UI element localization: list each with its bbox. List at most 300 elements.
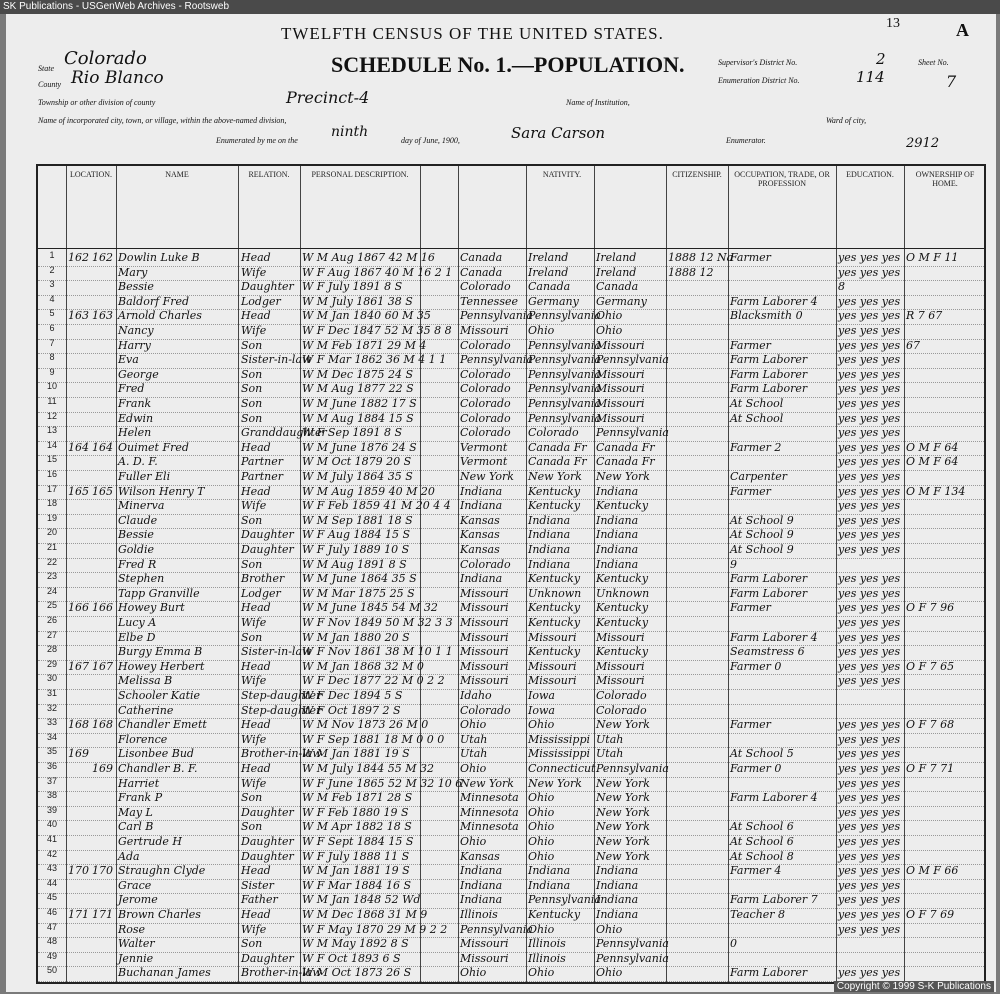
township-value: Precinct-4 — [286, 88, 370, 107]
cell-mpob: Germany — [596, 294, 647, 308]
cell-edu: yes yes yes — [838, 455, 901, 469]
cell-mpob: Indiana — [596, 513, 639, 527]
cell-n: 34 — [46, 731, 57, 742]
cell-fam: 163 — [92, 309, 113, 323]
cell-name: May L — [118, 805, 153, 819]
cell-mpob: Indiana — [596, 484, 639, 498]
cell-n: 28 — [46, 644, 57, 655]
sheet-label: Sheet No. — [918, 58, 949, 67]
cell-desc: W M Feb 1871 28 S — [302, 791, 413, 805]
cell-occ: 9 — [730, 557, 737, 571]
cell-fam: 168 — [92, 718, 113, 732]
cell-mpob: Indiana — [596, 878, 639, 892]
cell-name: Florence — [118, 732, 168, 746]
township-label: Township or other division of county — [38, 98, 156, 107]
cell-desc: W F Nov 1861 38 M 10 1 1 — [302, 645, 453, 659]
cell-desc: W F Oct 1893 6 S — [302, 951, 401, 965]
cell-pob: Kansas — [460, 849, 500, 863]
cell-fpob: Ohio — [528, 835, 555, 848]
cell-fpob: Illinois — [528, 951, 566, 965]
sheet-top-number: 13 — [886, 16, 900, 31]
cell-pob: Missouri — [460, 951, 509, 965]
cell-pob: Minnesota — [460, 805, 519, 819]
cell-n: 32 — [46, 702, 57, 713]
cell-rel: Son — [241, 820, 263, 834]
cell-rel: Partner — [241, 455, 283, 469]
cell-occ: Farm Laborer 4 — [730, 294, 818, 308]
header-citizenship: CITIZENSHIP. — [672, 170, 722, 179]
cell-edu: yes yes yes — [838, 513, 901, 527]
cell-desc: W M Aug 1859 40 M 20 — [302, 484, 435, 498]
cell-name: Straughn Clyde — [118, 864, 206, 878]
cell-desc: W F Feb 1880 19 S — [302, 805, 409, 819]
cell-desc: W F Dec 1877 22 M 0 2 2 — [302, 674, 445, 688]
cell-name: Bessie — [118, 528, 154, 542]
cell-edu: yes yes yes — [838, 864, 901, 878]
cell-name: Chandler Emett — [118, 718, 207, 732]
cell-occ: Farm Laborer — [730, 572, 808, 586]
cell-fpob: Ohio — [528, 922, 555, 936]
cell-edu: yes yes yes — [838, 397, 901, 410]
sheet-letter: A — [956, 20, 969, 40]
cell-desc: W F Aug 1884 15 S — [302, 528, 411, 542]
cell-pob: Ohio — [460, 762, 487, 775]
cell-name: Stephen — [118, 572, 165, 586]
cell-own: O F 7 68 — [906, 718, 955, 732]
cell-mpob: Unknown — [596, 586, 650, 600]
cell-rel: Step-daughter — [241, 689, 322, 702]
cell-fpob: Kentucky — [528, 645, 581, 659]
cell-n: 8 — [49, 352, 55, 363]
cell-mpob: Missouri — [596, 367, 645, 381]
cell-occ: Blacksmith 0 — [730, 309, 803, 323]
cell-name: Lucy A — [118, 616, 157, 629]
cell-name: George — [118, 367, 159, 381]
enumeration-label: Enumeration District No. — [718, 76, 800, 85]
cell-n: 42 — [46, 848, 57, 859]
cell-pob: Kansas — [460, 543, 500, 556]
cell-rel: Daughter — [241, 805, 294, 819]
cell-own: O M F 134 — [906, 484, 966, 498]
cell-fpob: Colorado — [528, 426, 579, 440]
cell-desc: W M June 1882 17 S — [302, 397, 417, 410]
cell-edu: yes yes yes — [838, 353, 901, 367]
cell-desc: W M Aug 1867 42 M 16 — [302, 251, 435, 264]
cell-rel: Daughter — [241, 849, 294, 863]
cell-n: 43 — [46, 863, 57, 874]
cell-edu: yes yes yes — [838, 265, 901, 279]
cell-edu: yes yes yes — [838, 543, 901, 556]
cell-rel: Wife — [241, 776, 267, 790]
census-sheet — [6, 14, 996, 992]
cell-fpob: Ohio — [528, 324, 555, 337]
cell-rel: Head — [241, 601, 271, 615]
cell-rel: Son — [241, 411, 263, 425]
cell-desc: W M May 1892 8 S — [302, 937, 409, 951]
cell-name: Howey Burt — [118, 601, 185, 615]
cell-name: Mary — [118, 265, 148, 279]
cell-mpob: New York — [596, 791, 650, 805]
cell-name: Gertrude H — [118, 835, 182, 848]
cell-rel: Head — [241, 659, 271, 673]
cell-fam: 169 — [92, 762, 113, 775]
cell-edu: yes yes yes — [838, 528, 901, 542]
cell-n: 24 — [46, 585, 57, 596]
cell-n: 46 — [46, 907, 57, 917]
cell-desc: W F Dec 1847 52 M 35 8 8 — [302, 324, 452, 337]
cell-fpob: Indiana — [528, 864, 571, 878]
cell-edu: yes yes yes — [838, 878, 901, 892]
cell-pob: Indiana — [460, 572, 503, 586]
cell-occ: At School 5 — [730, 747, 794, 761]
cell-pob: Illinois — [460, 908, 498, 921]
cell-pob: Colorado — [460, 382, 511, 396]
enumerated-month: day of June, 1900, — [401, 136, 460, 145]
cell-fpob: Pennsylvania — [528, 397, 601, 410]
cell-n: 16 — [46, 469, 57, 479]
cell-rel: Daughter — [241, 835, 294, 848]
table-row — [38, 965, 984, 982]
cell-fpob: Ohio — [528, 718, 555, 732]
cell-pob: Missouri — [460, 616, 509, 629]
cell-name: Schooler Katie — [118, 689, 201, 702]
cell-name: Frank P — [118, 791, 163, 805]
cell-edu: yes yes yes — [838, 835, 901, 848]
cell-pob: Pennsylvania — [460, 309, 533, 323]
cell-desc: W F Sep 1881 18 M 0 0 0 — [302, 732, 445, 746]
cell-occ: Farmer — [730, 718, 771, 732]
cell-fpob: Pennsylvania — [528, 367, 601, 381]
cell-edu: yes yes yes — [838, 426, 901, 440]
cell-fpob: Indiana — [528, 543, 571, 556]
cell-dw: 162 — [68, 251, 89, 264]
cell-desc: W F Mar 1862 36 M 4 1 1 — [302, 353, 447, 367]
cell-pob: New York — [460, 776, 514, 790]
cell-fpob: Ohio — [528, 849, 555, 863]
cell-edu: yes yes yes — [838, 659, 901, 673]
cell-mpob: Indiana — [596, 864, 639, 878]
cell-n: 22 — [46, 556, 57, 567]
cell-occ: Farmer — [730, 338, 771, 352]
cell-fpob: Kentucky — [528, 616, 581, 629]
cell-rel: Head — [241, 864, 271, 878]
state-label: State — [38, 64, 54, 73]
cell-pob: Vermont — [460, 455, 508, 469]
cell-rel: Daughter — [241, 528, 294, 542]
cell-mpob: Kentucky — [596, 601, 649, 615]
cell-rel: Lodger — [241, 586, 281, 600]
cell-desc: W F July 1888 11 S — [302, 849, 410, 863]
cell-fpob: Ireland — [528, 251, 569, 264]
cell-fpob: Pennsylvania — [528, 338, 601, 352]
cell-own: O F 7 96 — [906, 601, 955, 615]
cell-n: 50 — [46, 965, 57, 976]
cell-occ: Farm Laborer 4 — [730, 791, 818, 805]
cell-name: Walter — [118, 937, 155, 951]
cell-desc: W F Nov 1849 50 M 32 3 3 — [302, 616, 453, 629]
cell-pob: Ohio — [460, 718, 487, 732]
cell-n: 39 — [46, 804, 57, 815]
cell-pob: Indiana — [460, 484, 503, 498]
cell-pob: Ohio — [460, 966, 487, 980]
sheet-value: 7 — [946, 72, 957, 91]
cell-rel: Head — [241, 251, 271, 264]
enumerator-name: Sara Carson — [511, 124, 606, 142]
cell-desc: W M Jan 1868 32 M 0 — [302, 659, 424, 673]
cell-fpob: Pennsylvania — [528, 411, 601, 425]
cell-pob: Idaho — [460, 689, 492, 702]
cell-n: 15 — [46, 454, 57, 465]
cell-n: 41 — [46, 834, 57, 844]
archive-header: SK Publications - USGenWeb Archives - Rootsweb — [0, 0, 1000, 14]
cell-name: Brown Charles — [118, 908, 201, 921]
cell-rel: Brother — [241, 572, 285, 586]
cell-name: A. D. F. — [118, 455, 158, 469]
cell-edu: yes yes yes — [838, 367, 901, 381]
cell-fpob: Indiana — [528, 513, 571, 527]
cell-pob: Minnesota — [460, 791, 519, 805]
cell-dw: 166 — [68, 601, 89, 615]
cell-pob: Canada — [460, 265, 503, 279]
cell-rel: Head — [241, 908, 271, 921]
cell-mpob: Ohio — [596, 922, 623, 936]
cell-edu: yes yes yes — [838, 718, 901, 732]
cell-pob: Missouri — [460, 659, 509, 673]
cell-rel: Sister-in-law — [241, 645, 312, 659]
cell-name: Minerva — [118, 499, 165, 513]
ward-label: Ward of city, — [826, 116, 867, 125]
cell-pob: Kansas — [460, 513, 500, 527]
cell-mpob: Missouri — [596, 338, 645, 352]
cell-n: 4 — [49, 293, 55, 304]
cell-occ: At School 8 — [730, 849, 794, 863]
cell-rel: Wife — [241, 616, 267, 629]
cell-fpob: Pennsylvania — [528, 353, 601, 367]
cell-own: O M F 66 — [906, 864, 959, 878]
cell-n: 14 — [46, 439, 57, 450]
cell-name: Nancy — [118, 324, 154, 337]
cell-desc: W M Aug 1877 22 S — [302, 382, 414, 396]
cell-n: 10 — [46, 381, 57, 392]
cell-rel: Head — [241, 484, 271, 498]
cell-pob: Utah — [460, 732, 488, 746]
cell-mpob: New York — [596, 470, 650, 483]
cell-desc: W M June 1845 54 M 32 — [302, 601, 438, 615]
state-value: Colorado — [64, 48, 147, 69]
header-name: NAME — [165, 170, 189, 179]
cell-rel: Father — [241, 893, 278, 907]
cell-mpob: Colorado — [596, 689, 647, 702]
cell-edu: yes yes yes — [838, 338, 901, 352]
enumerator-label: Enumerator. — [726, 136, 766, 145]
cell-name: Buchanan James — [118, 966, 211, 980]
cell-edu: yes yes yes — [838, 966, 901, 980]
cell-mpob: Pennsylvania — [596, 353, 669, 367]
cell-edu: 8 — [838, 280, 845, 294]
cell-pob: Colorado — [460, 426, 511, 440]
cell-rel: Daughter — [241, 951, 294, 965]
cell-name: Tapp Granville — [118, 586, 200, 600]
cell-pob: Colorado — [460, 411, 511, 425]
cell-dw: 163 — [68, 309, 89, 323]
cell-n: 20 — [46, 527, 57, 538]
cell-edu: yes yes yes — [838, 747, 901, 761]
cell-fpob: Missouri — [528, 674, 577, 688]
cell-occ: Farm Laborer — [730, 367, 808, 381]
population-table — [36, 164, 986, 984]
header-location: LOCATION. — [70, 170, 112, 179]
cell-own: O M F 11 — [906, 251, 959, 264]
county-label: County — [38, 80, 62, 89]
cell-pob: Missouri — [460, 674, 509, 688]
cell-n: 21 — [46, 542, 57, 552]
cell-fam: 171 — [92, 908, 113, 921]
cell-fpob: Ohio — [528, 966, 555, 980]
supervisor-value: 2 — [876, 50, 886, 68]
cell-dw: 164 — [68, 440, 89, 454]
cell-desc: W M Jan 1848 52 Wd — [302, 893, 421, 907]
cell-desc: W F July 1891 8 S — [302, 280, 403, 294]
cell-n: 49 — [46, 950, 57, 961]
cell-mpob: Kentucky — [596, 645, 649, 659]
cell-name: Dowlin Luke B — [118, 251, 200, 264]
cell-fpob: Mississippi — [528, 747, 590, 761]
cell-occ: Farm Laborer 4 — [730, 630, 818, 644]
cell-occ: At School 9 — [730, 513, 794, 527]
cell-pob: Vermont — [460, 440, 508, 454]
cell-name: Goldie — [118, 543, 154, 556]
cell-own: O F 7 65 — [906, 659, 955, 673]
cell-edu: yes yes yes — [838, 324, 901, 337]
cell-dw: 170 — [68, 864, 89, 878]
cell-fpob: Kentucky — [528, 908, 581, 921]
cell-name: Fuller Eli — [118, 470, 171, 483]
cell-edu: yes yes yes — [838, 674, 901, 688]
cell-fpob: Ireland — [528, 265, 569, 279]
cell-n: 47 — [46, 921, 57, 932]
cell-name: Jerome — [118, 893, 158, 907]
cell-dw: 168 — [68, 718, 89, 732]
cell-pob: Colorado — [460, 397, 511, 410]
cell-n: 29 — [46, 658, 57, 669]
cell-mpob: New York — [596, 820, 650, 834]
cell-n: 35 — [46, 746, 57, 757]
cell-occ: Farmer 0 — [730, 762, 782, 775]
cell-mpob: Canada Fr — [596, 440, 655, 454]
cell-rel: Brother-in-law — [241, 747, 322, 761]
cell-desc: W F Feb 1859 41 M 20 4 4 — [302, 499, 451, 513]
cell-pob: Tennessee — [460, 294, 518, 308]
cell-fpob: Unknown — [528, 586, 582, 600]
cell-desc: W M July 1844 55 M 32 — [302, 762, 435, 775]
cell-occ: Farmer — [730, 484, 771, 498]
cell-n: 44 — [46, 877, 57, 888]
enumeration-value: 114 — [856, 68, 885, 86]
cell-edu: yes yes yes — [838, 820, 901, 834]
cell-edu: yes yes yes — [838, 440, 901, 454]
cell-n: 33 — [46, 717, 57, 728]
cell-own: R 7 67 — [906, 309, 943, 323]
cell-occ: Carpenter — [730, 470, 788, 483]
cell-name: Harry — [118, 338, 151, 352]
cell-mpob: Indiana — [596, 908, 639, 921]
cell-fpob: Canada Fr — [528, 455, 587, 469]
header-relation: RELATION. — [248, 170, 290, 179]
cell-pob: Missouri — [460, 645, 509, 659]
cell-pob: Minnesota — [460, 820, 519, 834]
cell-fam: 165 — [92, 484, 113, 498]
header-ownership: OWNERSHIP OF HOME. — [915, 170, 975, 188]
cell-edu: yes yes yes — [838, 484, 901, 498]
cell-name: Baldorf Fred — [118, 294, 190, 308]
cell-name: Eva — [118, 353, 139, 367]
cell-pob: Pennsylvania — [460, 922, 533, 936]
cell-own: O M F 64 — [906, 440, 959, 454]
enumerated-label: Enumerated by me on the — [216, 136, 298, 145]
cell-pob: Utah — [460, 747, 488, 761]
cell-rel: Lodger — [241, 294, 281, 308]
cell-dw: 165 — [68, 484, 89, 498]
cell-mpob: Missouri — [596, 382, 645, 396]
cell-mpob: Missouri — [596, 674, 645, 688]
cell-name: Wilson Henry T — [118, 484, 205, 498]
cell-edu: yes yes yes — [838, 309, 901, 323]
cell-edu: yes yes yes — [838, 922, 901, 936]
cell-n: 27 — [46, 629, 57, 640]
cell-edu: yes yes yes — [838, 805, 901, 819]
cell-occ: At School 6 — [730, 820, 794, 834]
cell-n: 18 — [46, 498, 57, 509]
cell-occ: Farm Laborer 7 — [730, 893, 818, 907]
cell-rel: Son — [241, 791, 263, 805]
cell-fpob: Ohio — [528, 805, 555, 819]
cell-name: Edwin — [118, 411, 154, 425]
cell-mpob: Canada Fr — [596, 455, 655, 469]
cell-pob: Missouri — [460, 937, 509, 951]
cell-pob: Indiana — [460, 893, 503, 907]
cell-mpob: Ohio — [596, 966, 623, 980]
cell-desc: W M Jan 1881 19 S — [302, 747, 410, 761]
cell-n: 25 — [46, 600, 57, 611]
cell-mpob: Missouri — [596, 411, 645, 425]
cell-mpob: Missouri — [596, 659, 645, 673]
cell-rel: Wife — [241, 265, 267, 279]
cell-rel: Step-daughter — [241, 703, 322, 717]
cell-name: Melissa B — [118, 674, 173, 688]
cell-pob: Indiana — [460, 878, 503, 892]
cell-desc: W M Sep 1881 18 S — [302, 513, 413, 527]
cell-desc: W M Aug 1884 15 S — [302, 411, 414, 425]
cell-dw: 169 — [68, 747, 89, 761]
cell-edu: yes yes yes — [838, 470, 901, 483]
cell-desc: W M July 1861 38 S — [302, 294, 413, 308]
cell-edu: yes yes yes — [838, 908, 901, 921]
cell-fpob: Iowa — [528, 689, 555, 702]
cell-own: O F 7 71 — [906, 762, 955, 775]
cell-name: Howey Herbert — [118, 659, 205, 673]
cell-edu: yes yes yes — [838, 601, 901, 615]
cell-rel: Son — [241, 382, 263, 396]
cell-fpob: Illinois — [528, 937, 566, 951]
cell-mpob: Utah — [596, 747, 624, 761]
cell-occ: At School — [730, 411, 784, 425]
cell-own: O F 7 69 — [906, 908, 955, 921]
cell-fpob: New York — [528, 470, 582, 483]
cell-occ: Seamstress 6 — [730, 645, 805, 659]
cell-mpob: Kentucky — [596, 616, 649, 629]
cell-occ: Farmer 4 — [730, 864, 782, 878]
cell-mpob: Pennsylvania — [596, 762, 669, 775]
